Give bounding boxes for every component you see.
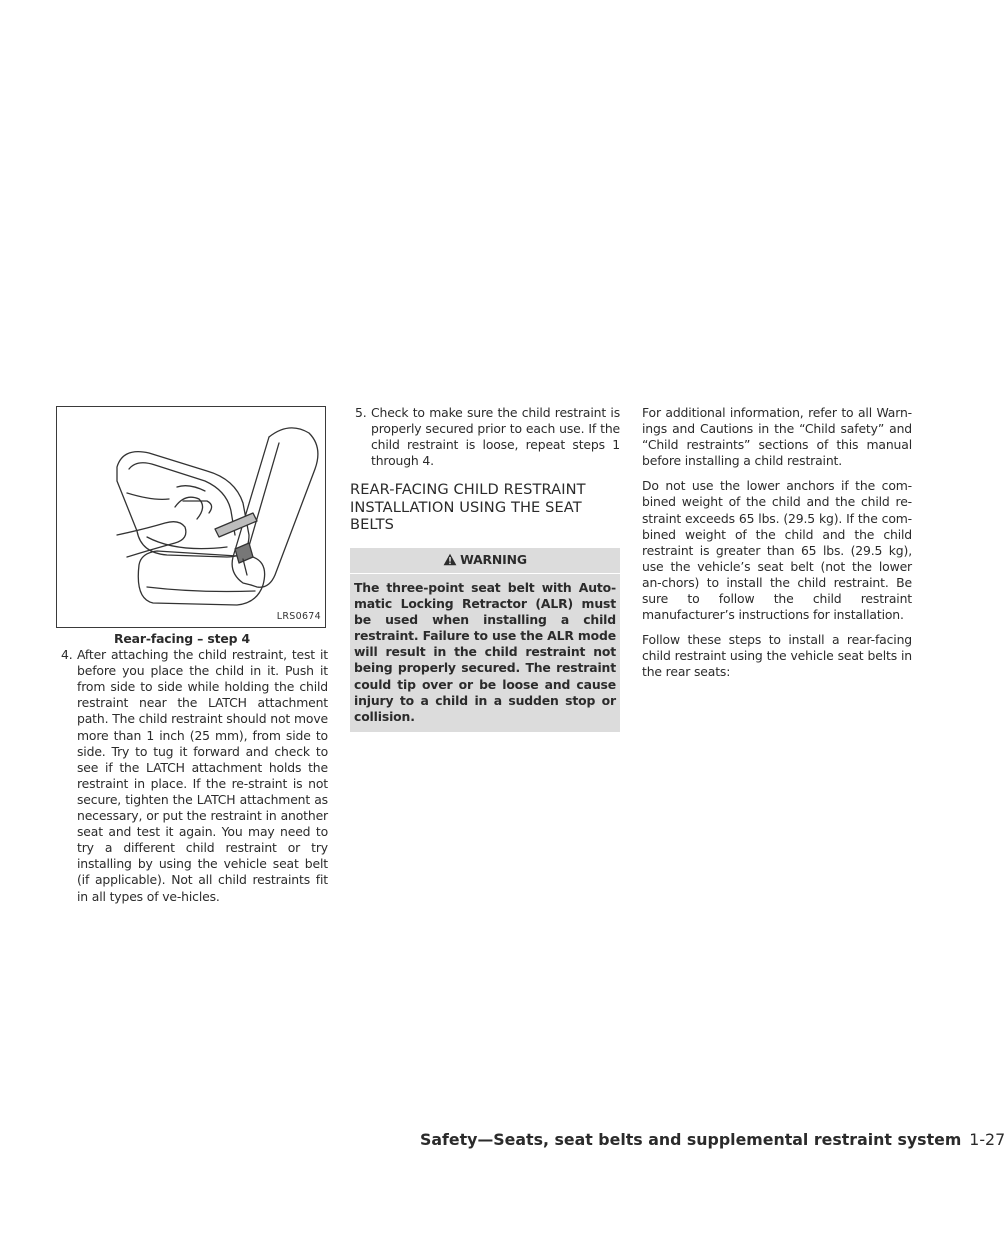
page-footer [420, 1130, 1005, 1149]
footer-title: Safety—Seats, seat belts and supplemental restraint system [420, 1130, 962, 1149]
figure-code: LRS0674 [276, 610, 321, 622]
paragraph-lower-anchors: Do not use the lower anchors if the com-bined weight of the child and the child re-straint exceeds 65 lbs. (29.5 kg). If the com-bined weight of the child and the child restraint is greater than 65 lbs. (29.5 kg), use the vehicle’s seat belt (not the lower an-chors) to install the child restraint. Be sure to follow the child restraint manufacturer’s instructions for installation. [642, 478, 912, 623]
figure-caption: Rear-facing – step 4 [114, 631, 250, 646]
step-number: 4. [61, 647, 73, 663]
warning-text: The three-point seat belt with Auto-matic Locking Retractor (ALR) must be used when installing a child restraint. Failure to use the ALR mode will result in the child restraint not being properly secured. The restraint could tip over or be loose and cause injury to a child in a sudden stop or collision. [354, 579, 616, 724]
child-restraint-illustration [57, 407, 327, 629]
column-middle [350, 405, 620, 732]
warning-triangle-icon [443, 553, 457, 570]
illustration-rear-facing-step-4 [56, 406, 326, 628]
warning-label: WARNING [460, 551, 527, 567]
section-heading: REAR-FACING CHILD RESTRAINT INSTALLATION USING THE SEAT BELTS [350, 481, 586, 534]
column-right [642, 405, 912, 690]
step-5 [350, 405, 620, 469]
column-left [56, 406, 328, 914]
step-4 [56, 647, 328, 905]
paragraph-additional-info: For additional information, refer to all Warn-ings and Cautions in the “Child safety” and “Child restraints” sections of this manual before installing a child restraint. [642, 405, 912, 469]
warning-header [350, 548, 620, 574]
step-number: 5. [355, 405, 367, 420]
warning-box [350, 548, 620, 732]
page-number: 1-27 [969, 1130, 1005, 1149]
step-text: Check to make sure the child restraint is properly secured prior to each use. If the child restraint is loose, repeat steps 1 through 4. [371, 405, 620, 469]
paragraph-follow-steps: Follow these steps to install a rear-facing child restraint using the vehicle seat belts in the rear seats: [642, 632, 912, 680]
step-text: After attaching the child restraint, test it before you place the child in it. Push it from side to side while holding the child restraint near the LATCH attachment path. The child restraint should not move more than 1 inch (25 mm), from side to side. Try to tug it forward and check to see if the LATCH attachment holds the restraint in place. If the re-straint is not secure, tighten the LATCH attachment as necessary, or put the restraint in another seat and test it again. You may need to try a different child restraint or try installing by using the vehicle seat belt (if applicable). Not all child restraints fit in all types of ve-hicles. [77, 647, 328, 904]
